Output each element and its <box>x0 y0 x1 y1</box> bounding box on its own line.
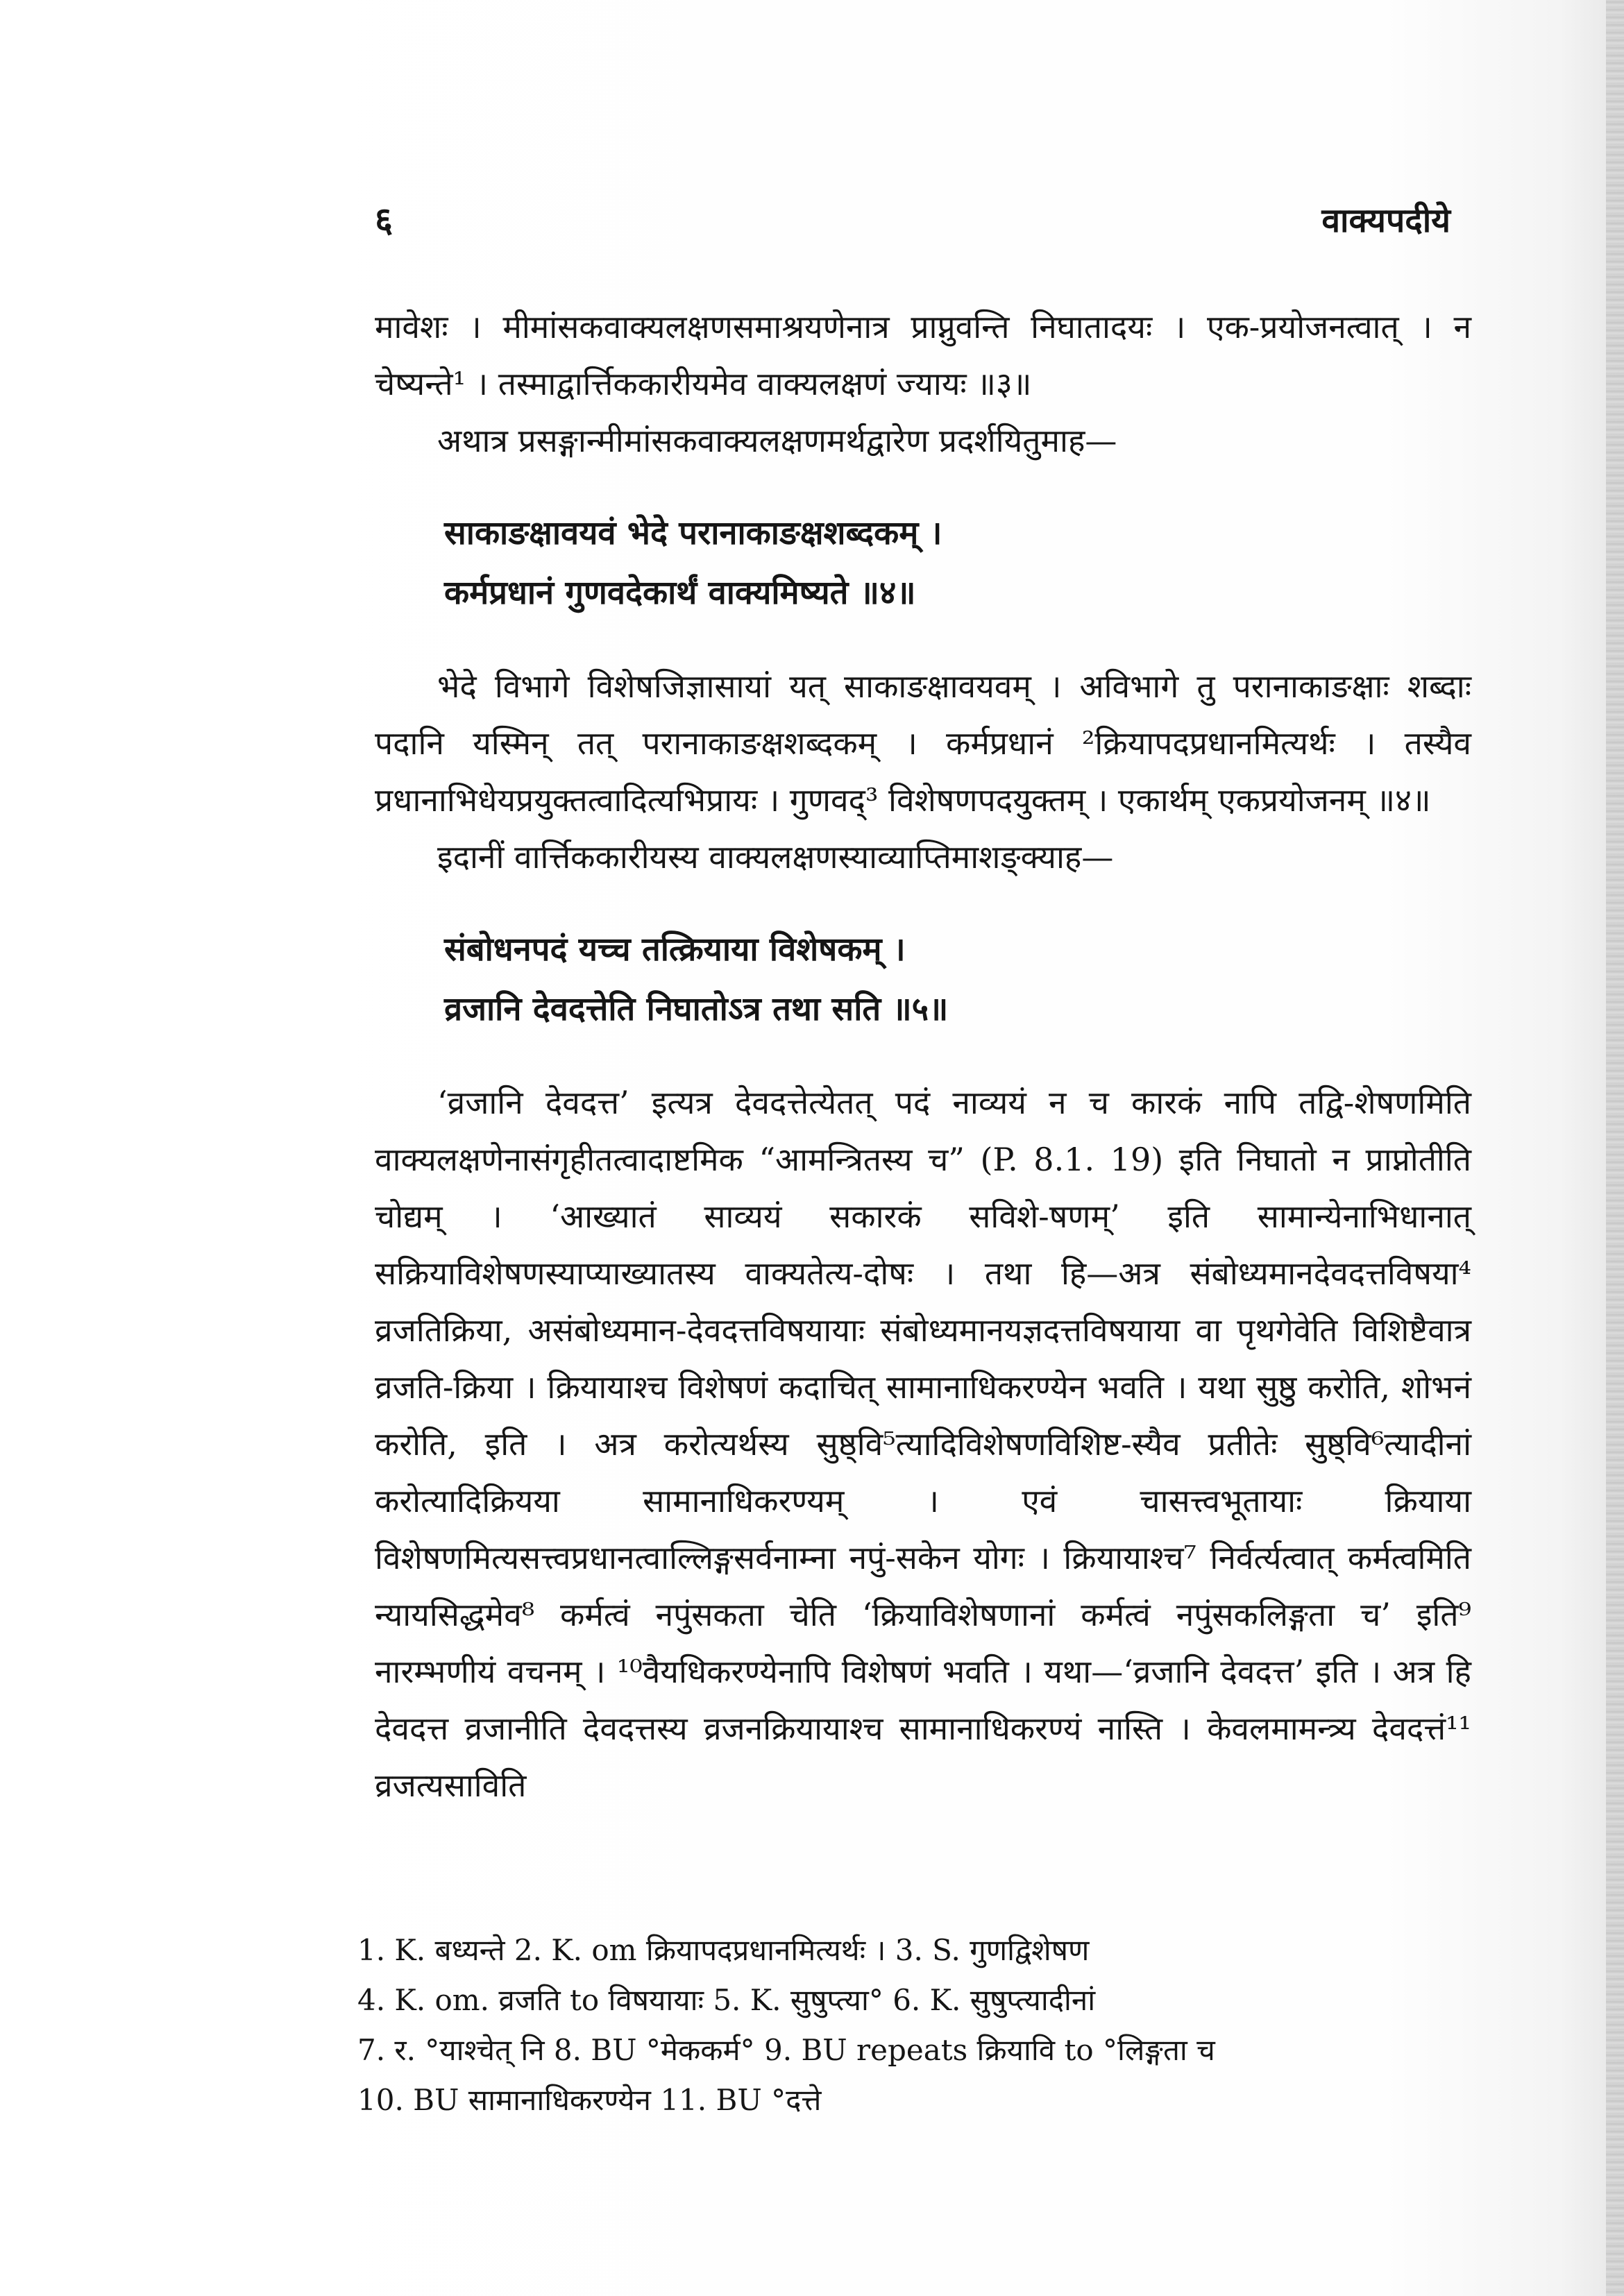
verse-5-line-1: संबोधनपदं यच्च तत्क्रियाया विशेषकम् । <box>444 930 906 969</box>
footnote-line-4: 10. BU सामानाधिकरण्येन 11. BU °दत्ते <box>357 2083 822 2117</box>
paragraph-2: अथात्र प्रसङ्गान्मीमांसकवाक्यलक्षणमर्थद्वारेण प्रदर्शयितुमाह— <box>437 422 1117 459</box>
footnote-line-1: 1. K. बध्यन्ते 2. K. om क्रियापदप्रधानमित्यर्थः । 3. S. गुणद्विशेषण <box>357 1933 1090 1967</box>
paragraph-4: इदानीं वार्त्तिककारीयस्य वाक्यलक्षणस्याव्याप्तिमाशङ्क्याह— <box>437 838 1114 876</box>
verse-5-line-2: व्रजानि देवदत्तेति निघातोऽत्र तथा सति ॥५॥ <box>444 990 949 1028</box>
main-text <box>375 298 1471 1814</box>
binding-shadow <box>1606 0 1624 2296</box>
verse-4 <box>444 504 1471 623</box>
page-number: ६ <box>375 199 393 240</box>
footnote-line-2: 4. K. om. व्रजति to विषयायाः 5. K. सुषुप्त्या° 6. K. सुषुप्त्यादीनां <box>357 1983 1096 2017</box>
verse-4-line-2: कर्मप्रधानं गुणवदेकार्थं वाक्यमिष्यते ॥४॥ <box>444 574 916 612</box>
verse-4-line-1: साकाङक्षावयवं भेदे परानाकाङक्षशब्दकम् । <box>444 514 942 552</box>
paragraph-3: भेदे विभागे विशेषजिज्ञासायां यत् साकाङक्षावयवम् । अविभागे तु परानाकाङक्षाः शब्दाः पदानि यस्मिन् तत् परानाकाङक्षशब्दकम् । कर्मप्रधानं ²क्रियापदप्रधानमित्यर्थः । तस्यैव प्रधानाभिधेयप्रयुक्तत्वादित्यभिप्रायः । गुणवद्³ विशेषणपदयुक्तम् । एकार्थम् एकप्रयोजनम् ॥४॥ <box>375 667 1471 819</box>
running-head: वाक्यपदीये <box>1321 201 1450 240</box>
paragraph-1: मावेशः । मीमांसकवाक्यलक्षणसमाश्रयणेनात्र प्राप्नुवन्ति निघातादयः । एक-प्रयोजनत्वात् । न चेष्यन्ते¹ । तस्माद्वार्त्तिककारीयमेव वाक्यलक्षणं ज्यायः ॥३॥ <box>375 308 1471 402</box>
footnote-line-3: 7. र. °याश्चेत् नि 8. BU °मेककर्म° 9. BU repeats क्रियावि to °लिङ्गता च <box>357 2033 1215 2067</box>
paragraph-5: ‘व्रजानि देवदत्त’ इत्यत्र देवदत्तेत्येतत् पदं नाव्ययं न च कारकं नापि तद्वि-शेषणमिति वाक्यलक्षणेनासंगृहीतत्वादाष्टमिक “आमन्त्रितस्य च” (P. 8.1. 19) इति निघातो न प्राप्नोतीति चोद्यम् । ‘आख्यातं साव्ययं सकारकं सविशे-षणम्’ इति सामान्येनाभिधानात् सक्रियाविशेषणस्याप्याख्यातस्य वाक्यतेत्य-दोषः । तथा हि—अत्र संबोध्यमानदेवदत्तविषया⁴ व्रजतिक्रिया, असंबोध्यमान-देवदत्तविषयायाः संबोध्यमानयज्ञदत्तविषयाया वा पृथगेवेति विशिष्टैवात्र व्रजति-क्रिया । क्रियायाश्च विशेषणं कदाचित् सामानाधिकरण्येन भवति । यथा सुष्ठु करोति, शोभनं करोति, इति । अत्र करोत्यर्थस्य सुष्ठ्वि⁵त्यादिविशेषणविशिष्ट-स्यैव प्रतीतेः सुष्ठ्वि⁶त्यादीनां करोत्यादिक्रियया सामानाधिकरण्यम् । एवं चासत्त्वभूतायाः क्रियाया विशेषणमित्यसत्त्वप्रधानत्वाल्लिङ्गसर्वनाम्ना नपुं-सकेन योगः । क्रियायाश्च⁷ निर्वर्त्यत्वात् कर्मत्वमिति न्यायसिद्धमेव⁸ कर्मत्वं नपुंसकता चेति ‘क्रियाविशेषणानां कर्मत्वं नपुंसकलिङ्गता च’ इति⁹ नारम्भणीयं वचनम् । ¹⁰वैयधिकरण्येनापि विशेषणं भवति । यथा—‘व्रजानि देवदत्त’ इति । अत्र हि देवदत्त व्रजानीति देवदत्तस्य व्रजनक्रियायाश्च सामानाधिकरण्यं नास्ति । केवलमामन्त्र्य देवदत्तं¹¹ व्रजत्यसाविति <box>375 1084 1471 1804</box>
footnotes <box>357 1925 1468 2125</box>
verse-5 <box>444 920 1471 1039</box>
